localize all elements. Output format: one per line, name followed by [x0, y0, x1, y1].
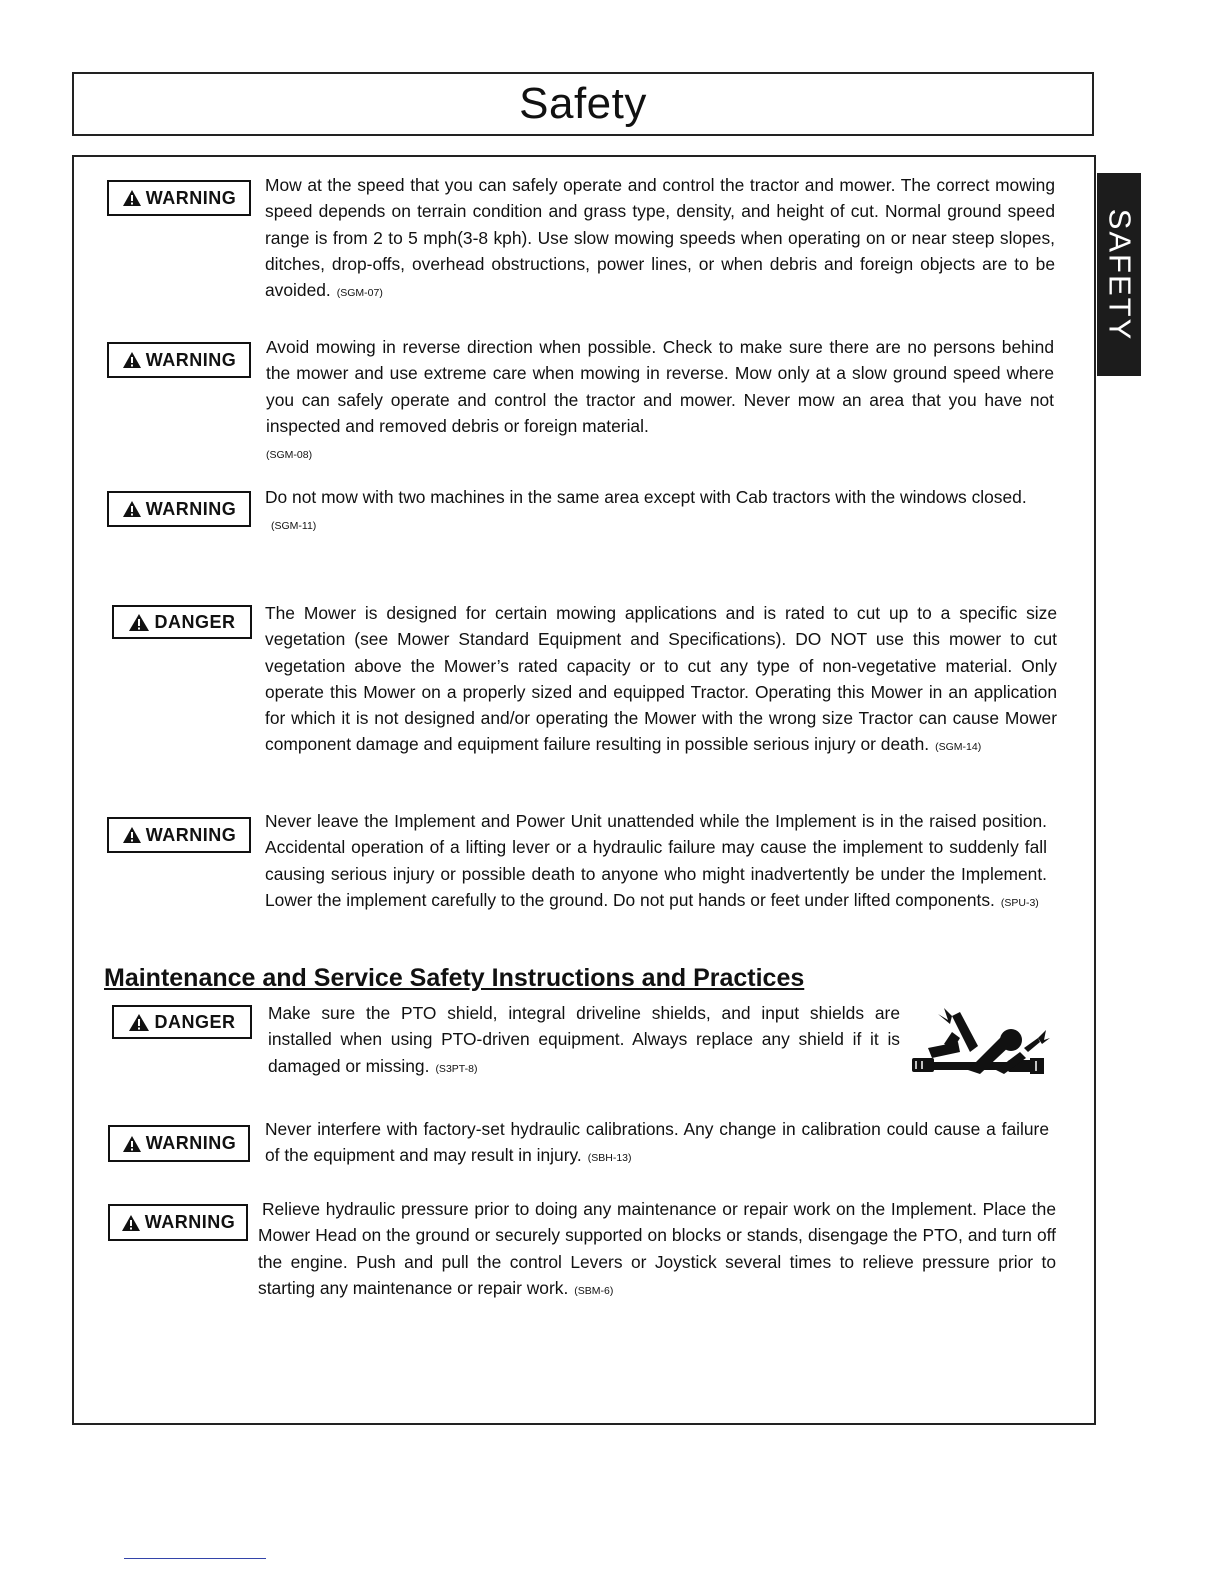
alert-triangle-icon [122, 351, 142, 369]
side-section-tab [1097, 173, 1141, 376]
reference-code: (SGM-07) [336, 287, 383, 300]
message-text: Avoid mowing in reverse direction when possible. Check to make sure there are no persons behind the mower and use extreme care when mowing in reverse. Mow only at a slow ground speed where you can safely operate and control the tractor and mower. Never mow an area that you have not inspected and removed debris or foreign material. [266, 337, 1054, 436]
badge-label: WARNING [145, 187, 237, 208]
alert-triangle-icon [128, 613, 150, 632]
side-tab-label: SAFETY [1102, 208, 1137, 341]
safety-message [265, 808, 1047, 916]
reference-code: (SBH-13) [587, 1152, 632, 1165]
message-text: The Mower is designed for certain mowing applications and is rated to cut up to a specific size vegetation (see Mower Standard Equipment and Specifications). DO NOT use this mower to cut vegetation above the Mower’s rated capacity or to cut any type of non-vegetative material. Only operate this Mower on a properly sized and equipped Tractor. Operating this Mower in an application for which it is not designed and/or operating the Mower with the wrong size Tractor can cause Mower component damage and equipment failure resulting in possible serious injury or death. [265, 603, 1057, 755]
safety-message [266, 334, 1054, 468]
badge-label: WARNING [145, 498, 237, 519]
warning-badge [107, 817, 251, 853]
section-heading: Maintenance and Service Safety Instructions and Practices [104, 964, 805, 992]
warning-badge [108, 1204, 248, 1241]
danger-badge [112, 605, 252, 639]
message-text: Never leave the Implement and Power Unit unattended while the Implement is in the raised position. Accidental operation of a lifting lever or a hydraulic failure may cause the implement to suddenly fall causing serious injury or possible death to anyone who might inadvertently be under the Implement. Lower the implement carefully to the ground. Do not put hands or feet under lifted components. [265, 811, 1047, 910]
safety-message [268, 1000, 900, 1082]
page-title-box [72, 72, 1094, 136]
driveline-entanglement-icon [908, 1008, 1052, 1084]
footer-rule [124, 1558, 266, 1559]
safety-message [265, 484, 1055, 540]
warning-badge [107, 342, 251, 378]
badge-label: WARNING [145, 1133, 237, 1153]
alert-triangle-icon [121, 1214, 141, 1232]
message-text: Never interfere with factory-set hydraulic calibrations. Any change in calibration could cause a failure of the equipment and may result in injury. [265, 1119, 1049, 1166]
badge-label: WARNING [144, 1212, 236, 1232]
reference-code: (S3PT-8) [435, 1062, 478, 1075]
message-text: Do not mow with two machines in the same area except with Cab tractors with the windows closed. [265, 487, 1027, 507]
reference-code: (SGM-14) [935, 741, 982, 754]
message-text: Relieve hydraulic pressure prior to doing any maintenance or repair work on the Implement. Place the Mower Head on the ground or securely supported on blocks or stands, disengage the PTO, and turn off the engine. Push and pull the control Levers or Joystick several times to relieve pressure prior to starting any maintenance or repair work. [258, 1199, 1056, 1298]
safety-message [258, 1196, 1056, 1304]
message-text: Mow at the speed that you can safely operate and control the tractor and mower. The correct mowing speed depends on terrain condition and grass type, density, and height of cut. Normal ground speed range is from 2 to 5 mph(3-8 kph). Use slow mowing speeds when operating on or near steep slopes, ditches, drop-offs, overhead obstructions, power lines, or when debris and foreign objects are to be avoided. [265, 175, 1055, 301]
safety-message [265, 600, 1057, 761]
reference-code: (SBM-6) [574, 1284, 614, 1297]
reference-code: (SPU-3) [1000, 896, 1039, 909]
warning-badge [108, 1125, 250, 1162]
alert-triangle-icon [122, 189, 142, 207]
message-text: Make sure the PTO shield, integral driveline shields, and input shields are installed when using PTO-driven equipment. Always replace any shield if it is damaged or missing. [268, 1003, 900, 1076]
alert-triangle-icon [128, 1013, 150, 1032]
safety-message [265, 1116, 1049, 1172]
danger-badge [112, 1005, 252, 1039]
reference-code: (SGM-11) [271, 520, 317, 533]
alert-triangle-icon [122, 1135, 142, 1153]
alert-triangle-icon [122, 826, 142, 844]
page-title: Safety [519, 79, 647, 128]
alert-triangle-icon [122, 500, 142, 518]
reference-code: (SGM-08) [266, 449, 313, 462]
safety-message [265, 172, 1055, 306]
badge-label: DANGER [154, 1011, 236, 1032]
badge-label: WARNING [145, 349, 237, 370]
badge-label: WARNING [145, 824, 237, 845]
badge-label: DANGER [154, 611, 236, 632]
warning-badge [107, 180, 251, 216]
warning-badge [107, 491, 251, 527]
